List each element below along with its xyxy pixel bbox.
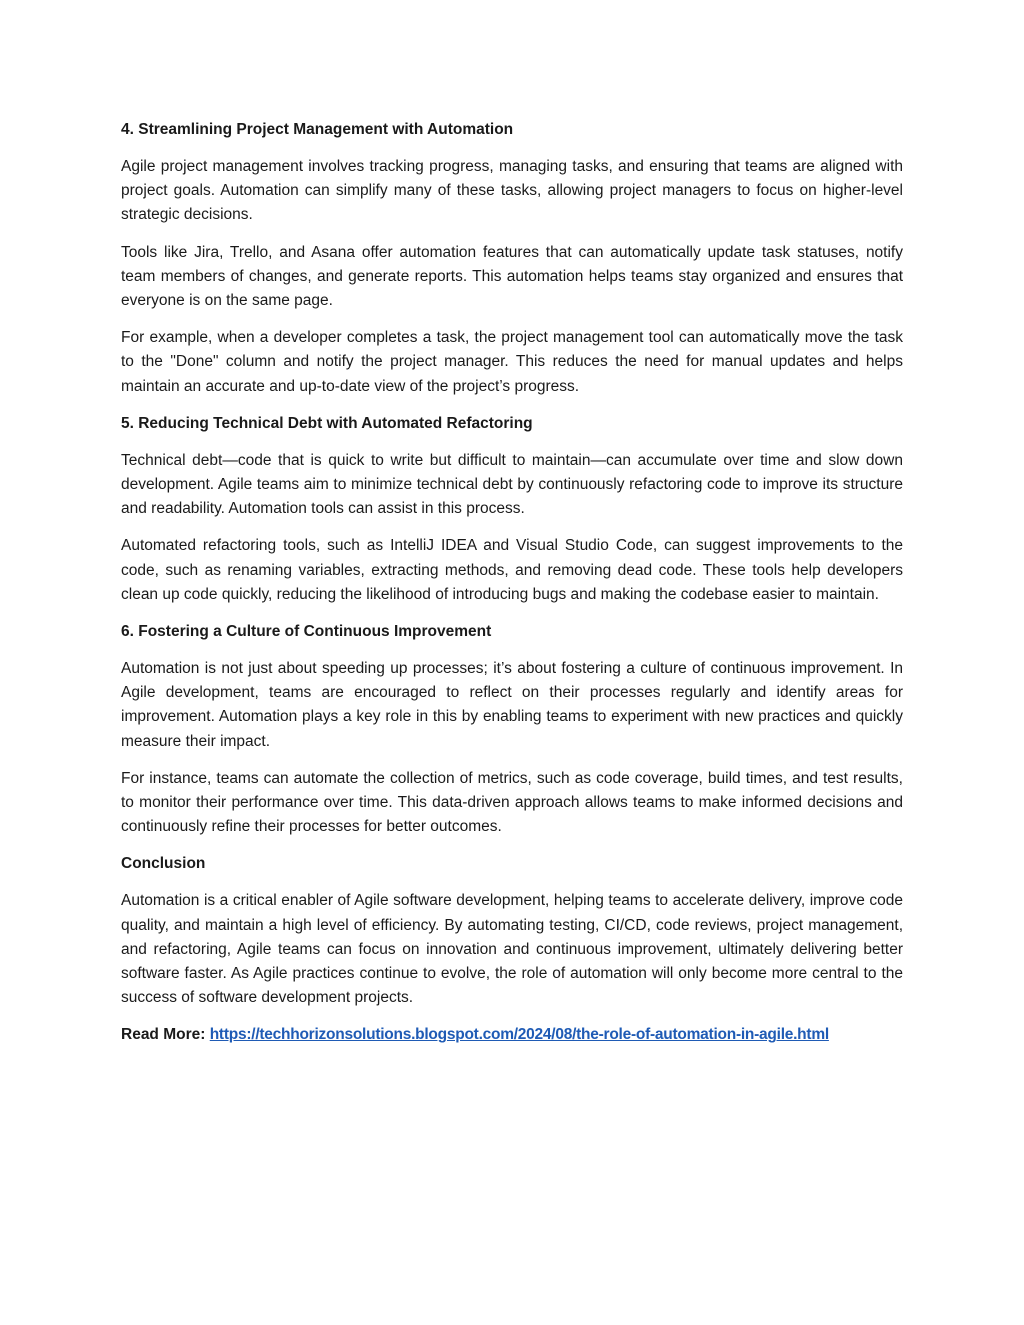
section-heading: 6. Fostering a Culture of Continuous Improvement (121, 623, 492, 641)
section-technical-debt (121, 412, 903, 607)
paragraph: Automation is a critical enabler of Agile software development, helping teams to accelerate delivery, improve code quality, and maintain a high level of efficiency. By automating testing, CI/CD, code reviews, project management, and refactoring, Agile teams can focus on innovation and continuous improvement, ultimately delivering better software faster. As Agile practices continue to evolve, the role of automation will only become more central to the success of software development projects. (121, 892, 903, 1007)
section-heading: 5. Reducing Technical Debt with Automated Refactoring (121, 414, 533, 432)
read-more-label: Read More: (121, 1026, 206, 1044)
section-conclusion (121, 852, 903, 1010)
read-more-link[interactable]: https://techhorizonsolutions.blogspot.com/2024/08/the-role-of-automation-in-agile.html (209, 1026, 829, 1044)
document-page (121, 118, 903, 1047)
section-continuous-improvement (121, 620, 903, 839)
paragraph: Tools like Jira, Trello, and Asana offer automation features that can automatically update task statuses, notify team members of changes, and generate reports. This automation helps teams stay organized and ensures that everyone is on the same page. (121, 243, 903, 310)
paragraph: Agile project management involves tracking progress, managing tasks, and ensuring that teams are aligned with project goals. Automation can simplify many of these tasks, allowing project managers to focus on higher-level strategic decisions. (121, 158, 903, 224)
section-heading: Conclusion (121, 855, 206, 873)
read-more-line (121, 1023, 903, 1047)
paragraph: Automation is not just about speeding up processes; it’s about fostering a culture of continuous improvement. In Agile development, teams are encouraged to reflect on their processes regularly and identify areas for improvement. Automation plays a key role in this by enabling teams to experiment with new practices and quickly measure their impact. (121, 660, 903, 750)
section-project-management (121, 118, 903, 399)
paragraph: For example, when a developer completes a task, the project management tool can automatically move the task to the "Done" column and notify the project manager. This reduces the need for manual updates and helps maintain an accurate and up-to-date view of the project’s progress. (121, 329, 903, 395)
paragraph: Automated refactoring tools, such as IntelliJ IDEA and Visual Studio Code, can suggest improvements to the code, such as renaming variables, extracting methods, and removing dead code. These tools help developers clean up code quickly, reducing the likelihood of introducing bugs and making the codebase easier to maintain. (121, 537, 903, 603)
section-heading: 4. Streamlining Project Management with Automation (121, 121, 514, 138)
paragraph: For instance, teams can automate the collection of metrics, such as code coverage, build times, and test results, to monitor their performance over time. This data-driven approach allows teams to make informed decisions and continuously refine their processes for better outcomes. (121, 769, 903, 836)
paragraph: Technical debt—code that is quick to write but difficult to maintain—can accumulate over time and slow down development. Agile teams aim to minimize technical debt by continuously refactoring code to improve its structure and readability. Automation tools can assist in this process. (121, 451, 903, 518)
